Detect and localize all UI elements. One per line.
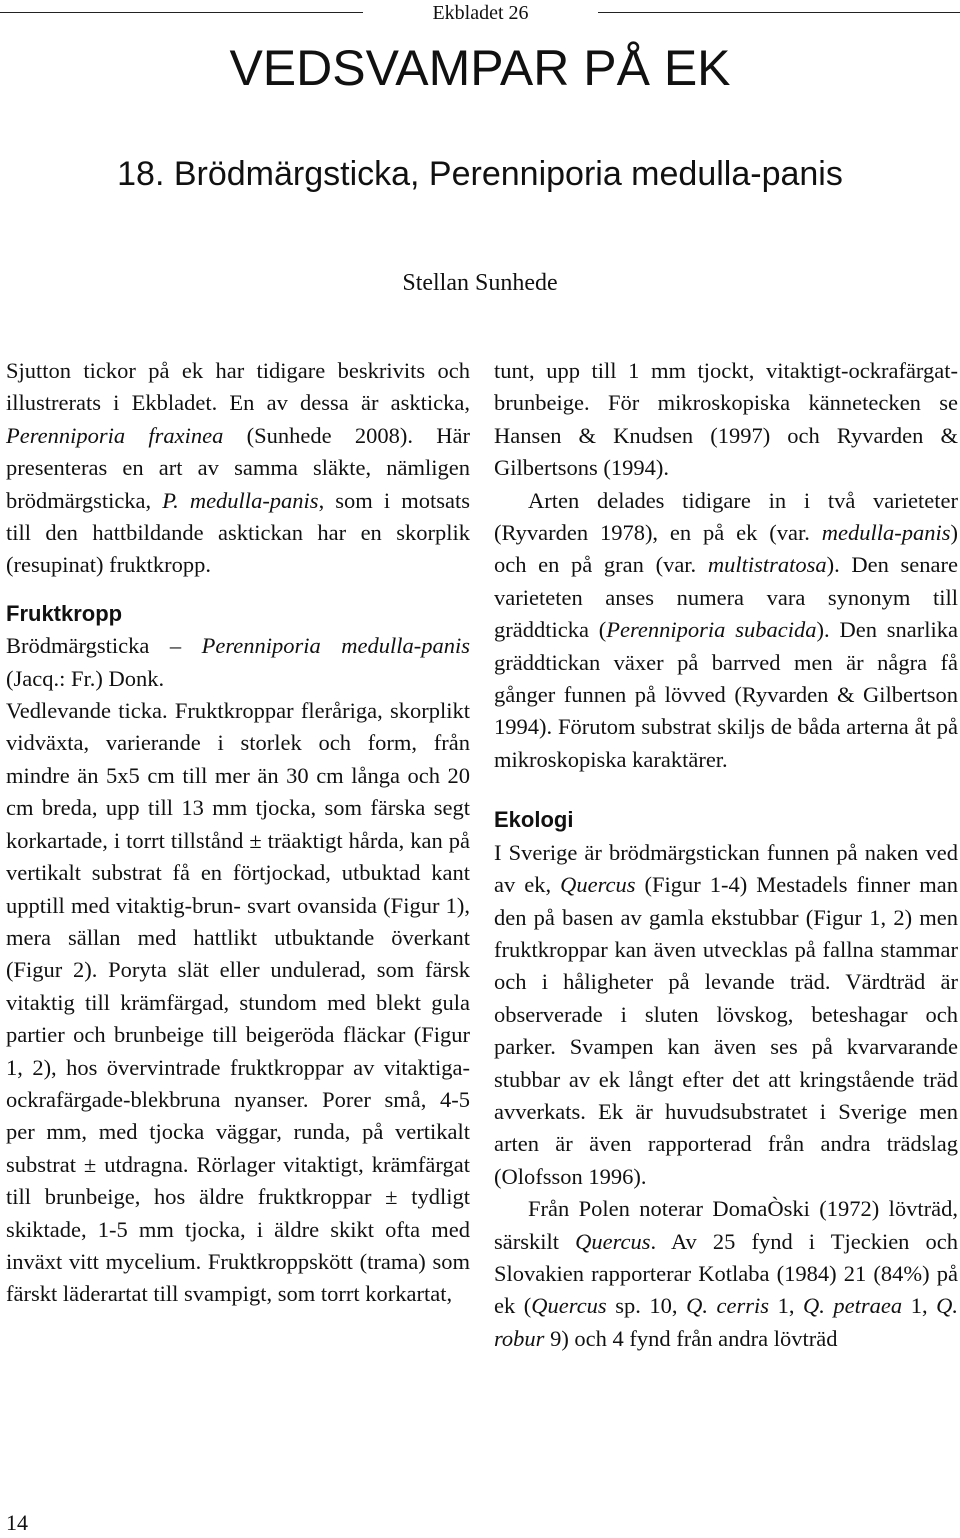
intro-paragraph: Sjutton tickor på ek har tidigare beskrivits och illustrerats i Ekbladet. En av dessa är askticka, Perenniporia fraxinea (Sunhede 2008). Här presenteras en art av samma släkte, nämligen brödmärgsticka, P. medulla-panis, som i motsats till den hattbildande asktickan har en skorplik (resupinat) fruktkropp. — [6, 358, 470, 578]
header-rule-left — [0, 12, 363, 13]
varieties-paragraph: Arten delades tidigare in i två varieteter (Ryvarden 1978), en på ek (var. medulla-panis) och en på gran (var. multistratosa). Den senare varieteten anses numera vara synonym till gräddticka (Perenniporia subacida). Den snarlika gräddtickan växer på barrved men är några få gånger funnen på lövved (Ryvarden & Gilbertson 1994). Förutom substrat skiljs de båda arterna åt på mikroskopiska karaktärer. — [494, 487, 959, 772]
author: Stellan Sunhede — [402, 270, 558, 296]
left-column — [6, 355, 470, 1311]
running-head: Ekbladet 26 — [432, 2, 529, 24]
heading-ekologi: Ekologi — [494, 807, 574, 833]
page-number: 14 — [6, 1510, 28, 1535]
species-name-line: Brödmärgsticka – Perenniporia medulla-panis (Jacq.: Fr.) Donk. — [6, 633, 470, 691]
microscopy-paragraph: tunt, upp till 1 mm tjockt, vitaktigt-ockrafärgat-brunbeige. För mikroskopiska kännetecken se Hansen & Knudsen (1997) och Ryvarden & Gilbertsons (1994). — [494, 358, 958, 481]
description-paragraph: Vedlevande ticka. Fruktkroppar fleråriga, skorplikt vidväxta, varierande i storlek och form, från mindre än 5x5 cm till mer än 30 cm långa och 20 cm breda, upp till 13 mm tjocka, som färska segt korkartade, i torrt tillstånd ± träaktigt hårda, kan på vertikalt substrat få en förtjockad, utbuktad kant upptill med vitaktig-brun- svart ovansida (Figur 1), mera sällan med hattlikt utbuktande överkant (Figur 2). Poryta slät eller undulerad, som färsk vitaktig till krämfärgad, stundom med blekt gula partier och brunbeige till beigeröda fläckar (Figur 1, 2), hos övervintrade fruktkroppar av vitaktiga-ockrafärgade-blekbruna nyanser. Porer små, 4-5 per mm, med tjocka väggar, runda, på vertikalt substrat ± utdragna. Rörlager vitaktigt, krämfärgat till brunbeige, hos äldre fruktkroppar ± tydligt skiktade, 1-5 mm tjocka, i äldre skikt ofta med inväxt vitt mycelium. Fruktkroppskött (trama) som färskt läderartat till svampigt, som torrt korkartat, — [6, 698, 470, 1307]
header-rule-right — [598, 12, 960, 13]
right-column — [494, 355, 958, 1355]
heading-fruktkropp: Fruktkropp — [6, 600, 123, 626]
article-series-title: VEDSVAMPAR PÅ EK — [229, 40, 731, 96]
distribution-paragraph: Från Polen noterar DomaÒski (1972) lövträd, särskilt Quercus. Av 25 fynd i Tjeckien och Slovakien rapporterar Kotlaba (1984) 21 (84%) på ek (Quercus sp. 10, Q. cerris 1, Q. petraea 1, Q. robur 9) och 4 fynd från andra lövträd — [494, 1196, 959, 1351]
ecology-paragraph: I Sverige är brödmärgstickan funnen på naken ved av ek, Quercus (Figur 1-4) Mestadels finner man den på basen av gamla ekstubbar (Figur 1, 2) men fruktkroppar kan även utvecklas på fallna stammar och i håligheter på levande träd. Värdträd är observerade i sluten lövskog, beteshagar och parker. Svampen kan även ses på kvarvarande stubbar av ek långt efter det att kringstående träd avverkats. Ek är huvudsubstratet i Sverige men arten är även rapporterad från andra trädslag (Olofsson 1996). — [494, 839, 958, 1189]
article-title: 18. Brödmärgsticka, Perenniporia medulla-panis — [117, 155, 843, 193]
